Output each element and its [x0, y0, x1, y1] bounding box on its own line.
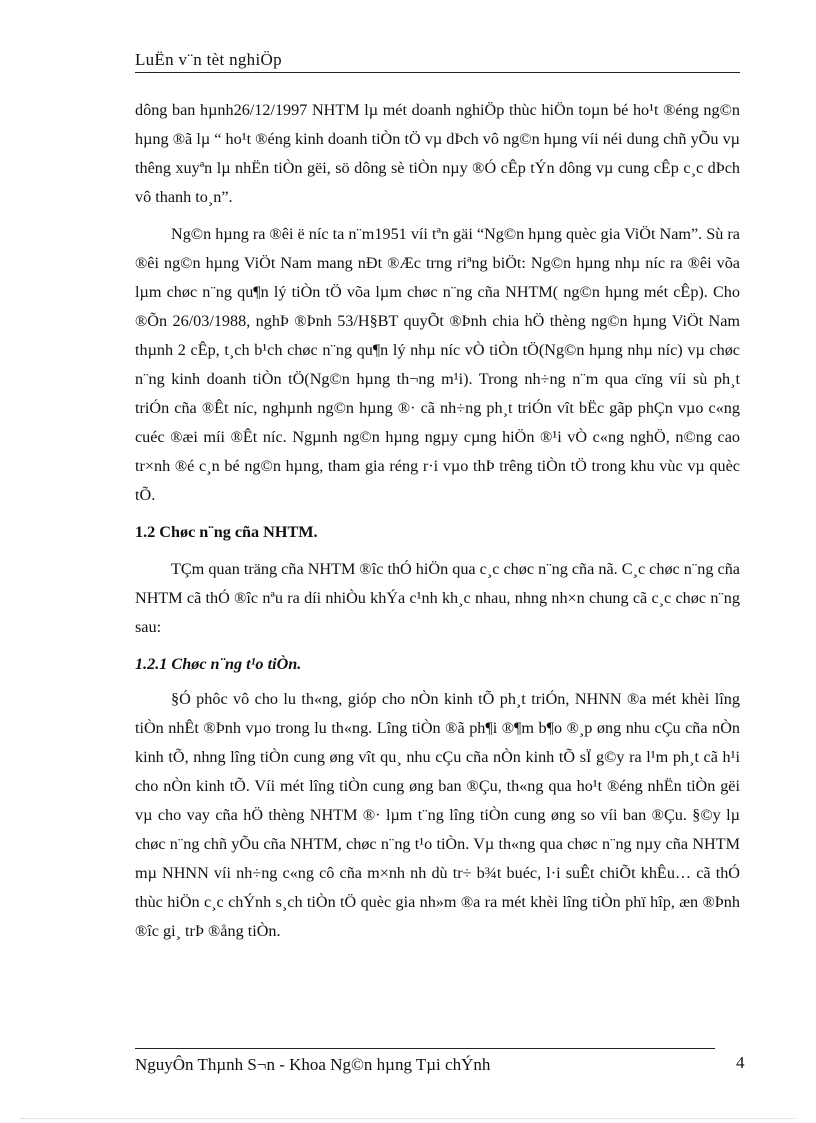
paragraph-history: Ng©n hµng ra ®êi ë níc ta n¨m1951 víi tªn gäi “Ng©n hµng quèc gia ViÖt Nam”. Sù ra ®êi ng©n hµng ViÖt Nam mang nÐt ®Æc trng riªng biÖt: Ng©n hµng nhµ níc ra ®êi võa lµm chøc n¨ng qu¶n lý tiÒn tÖ võa lµm chøc n¨ng cña NHTM( ng©n hµng mét cÊp). Cho ®Õn 26/03/1988, nghÞ ®Þnh 53/H§BT quyÕt ®Þnh chia hÖ thèng ng©n hµng ViÖt Nam thµnh 2 cÊp, t¸ch b¹ch chøc n¨ng qu¶n lý nhµ níc vÒ tiÒn tÖ(Ng©n hµng nhµ níc) vµ chøc n¨ng kinh doanh tiÒn tÖ(Ng©n hµng th¬ng m¹i). Trong nh÷ng n¨m qua cïng víi sù ph¸t triÓn cña ®Êt níc, nghµnh ng©n hµng ®· cã nh÷ng ph¸t triÓn vît bËc gãp phÇn vµo c«ng cuéc ®æi míi ®Êt níc. Ngµnh ng©n hµng ngµy cµng hiÖn ®¹i vÒ c«ng nghÖ, n©ng cao tr×nh ®é c¸n bé ng©n hµng, tham gia réng r·i vµo thÞ trêng tiÒn tÖ trong khu vùc vµ quèc tÕ. [135, 225, 740, 504]
section-heading: 1.2 Chøc n¨ng cña NHTM. [135, 523, 318, 541]
footer-divider [135, 1048, 715, 1049]
page-number: 4 [736, 1053, 745, 1072]
page-header [135, 50, 740, 73]
paragraph-money-creation: §Ó phôc vô cho lu th«ng, gióp cho nÒn kinh tÕ ph¸t triÓn, NHNN ®a mét khèi lîng tiÒn nhÊt ®Þnh vµo trong lu th«ng. Lîng tiÒn ®ã ph¶i ®¶m b¶o ®¸p øng nhu cÇu cña nÒn kinh tÕ, nhng lîng tiÒn cung øng vît qu¸ nhu cÇu cña nÒn kinh tÕ sÏ g©y ra l¹m ph¸t cã h¹i cho nÒn kinh tÕ. Víi mét lîng tiÒn cung øng ban ®Çu, th«ng qua ho¹t ®éng nhËn tiÒn gëi vµ cho vay cña hÖ thèng NHTM ®· lµm t¨ng lîng tiÒn cung øng so víi ban ®Çu. §©y lµ chøc n¨ng chñ yÕu cña NHTM, chøc n¨ng t¹o tiÒn. Vµ th«ng qua chøc n¨ng nµy cña NHTM mµ NHNN víi nh÷ng c«ng cô cña m×nh nh dù tr÷ b¾t buéc, l·i suÊt chiÕt khÊu… cã thÓ thùc hiÖn c¸c chÝnh s¸ch tiÒn tÖ quèc gia nh»m ®a ra mét khèi lîng tiÒn phï hîp, æn ®Þnh ®îc gi¸ trÞ ®ång tiÒn. [135, 690, 740, 940]
paragraph-intro: dông ban hµnh26/12/1997 NHTM lµ mét doanh nghiÖp thùc hiÖn toµn bé ho¹t ®éng ng©n hµng ®ã lµ “ ho¹t ®éng kinh doanh tiÒn tÖ vµ dÞch vô ng©n hµng víi néi dung chñ yÕu vµ thêng xuyªn lµ nhËn tiÒn gëi, sö dông sè tiÒn nµy ®Ó cÊp tÝn dông vµ cung cÊp c¸c dÞch vô thanh to¸n”. [135, 101, 740, 206]
header-title: LuËn v¨n tèt nghiÖp [135, 50, 282, 69]
paragraph-functions-intro: TÇm quan träng cña NHTM ®îc thÓ hiÖn qua c¸c chøc n¨ng cña nã. C¸c chøc n¨ng cña NHTM cã thÓ ®îc nªu ra díi nhiÒu khÝa c¹nh kh¸c nhau, nhng nh×n chung cã c¸c chøc n¨ng sau: [135, 560, 740, 636]
footer-author: NguyÔn Thµnh S¬n - Khoa Ng©n hµng Tµi chÝnh [135, 1055, 491, 1074]
page-bottom-border [20, 1118, 796, 1119]
subsection-heading: 1.2.1 Chøc n¨ng t¹o tiÒn. [135, 655, 302, 673]
document-body [135, 96, 740, 954]
